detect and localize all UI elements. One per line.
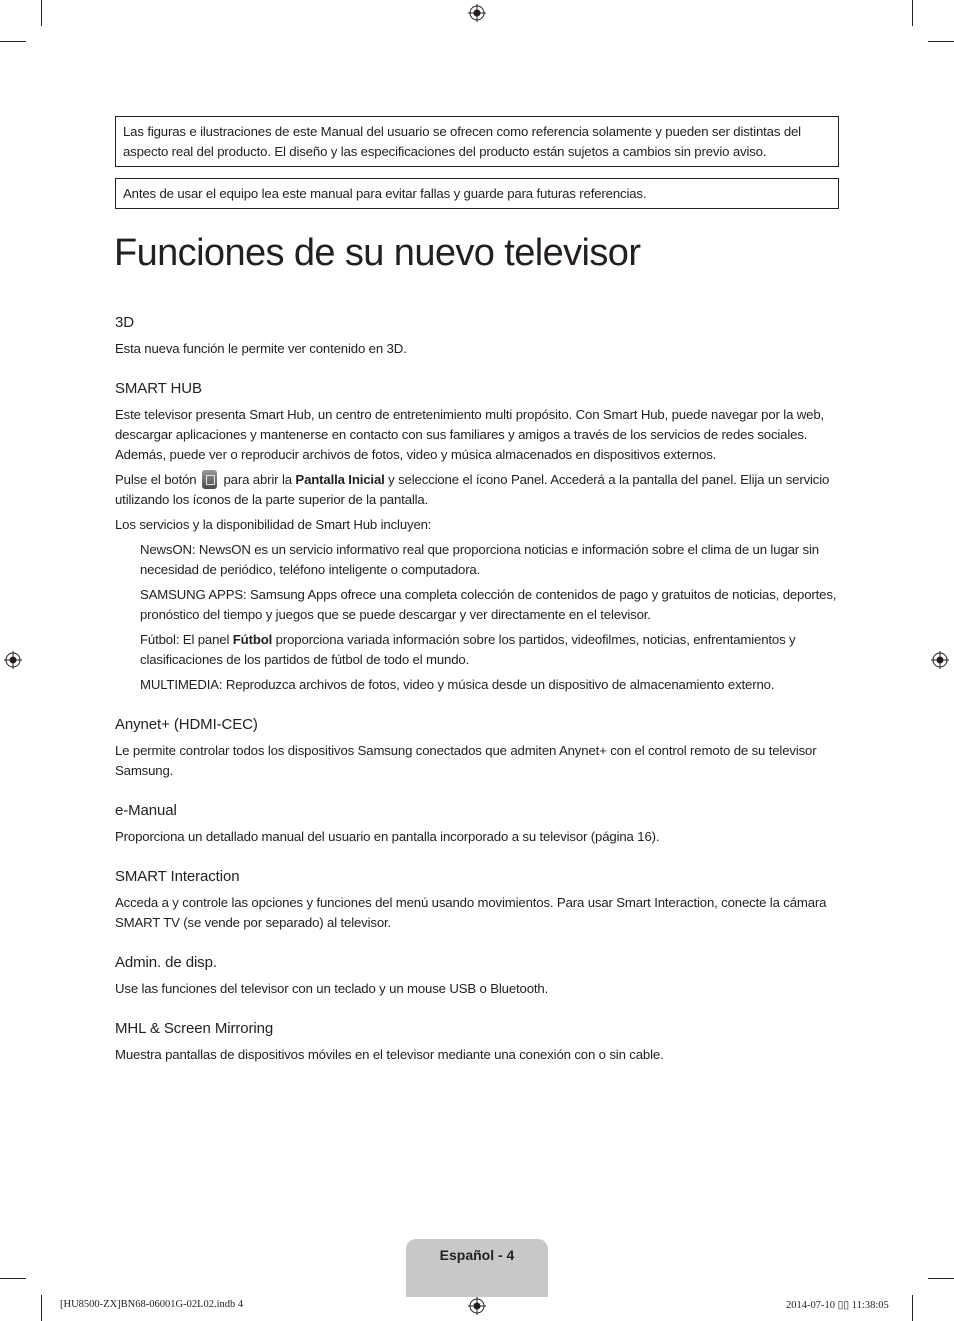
- press-before-text: Pulse el botón: [115, 472, 197, 487]
- section-text: Use las funciones del televisor con un teclado y un mouse USB o Bluetooth.: [115, 981, 549, 996]
- crop-mark: [0, 1278, 26, 1279]
- smart-hub-button-icon: [202, 470, 217, 489]
- page-title: Funciones de su nuevo televisor: [114, 232, 641, 274]
- service-description: Reproduzca archivos de fotos, video y música desde un dispositivo de almacenamiento externo.: [222, 677, 775, 692]
- section-smart-interaction: [115, 866, 837, 933]
- section-e-manual: [115, 800, 837, 847]
- crop-mark: [41, 0, 42, 26]
- features-content: [115, 312, 837, 1084]
- registration-mark-icon: [931, 651, 949, 669]
- section-anynet: [115, 714, 837, 781]
- section-smart-hub: [115, 378, 837, 695]
- service-item-newson: [140, 540, 837, 580]
- crop-mark: [41, 1295, 42, 1321]
- services-intro: Los servicios y la disponibilidad de Smart Hub incluyen:: [115, 517, 432, 532]
- service-item-multimedia: [140, 675, 837, 695]
- section-heading: 3D: [115, 314, 134, 331]
- crop-mark: [0, 41, 26, 42]
- section-heading: MHL & Screen Mirroring: [115, 1020, 274, 1037]
- crop-mark: [912, 0, 913, 26]
- service-label: MULTIMEDIA:: [140, 677, 223, 692]
- file-slug-right: 2014-07-10 ▯▯ 11:38:05: [786, 1300, 889, 1311]
- registration-mark-icon: [4, 651, 22, 669]
- service-bold-name: NewsON: [198, 542, 251, 557]
- page-number-label: Español - 4: [439, 1247, 515, 1263]
- section-text: Le permite controlar todos los dispositivos Samsung conectados que admiten Anynet+ con el control remoto de su televisor Samsung.: [115, 743, 817, 778]
- section-heading: Anynet+ (HDMI-CEC): [115, 716, 258, 733]
- section-text: Acceda a y controle las opciones y funciones del menú usando movimientos. Para usar Smart Interaction, conecte la cámara SMART TV (se vende por separado) al televisor.: [115, 895, 827, 930]
- section-3d: [115, 312, 837, 359]
- press-after-text: y seleccione el ícono Panel. Accederá a la pantalla del panel. Elija un servicio utilizando los íconos de la parte superior de la pantalla.: [115, 472, 830, 507]
- service-bold-name: Fútbol: [232, 632, 273, 647]
- smart-hub-intro: Este televisor presenta Smart Hub, un centro de entretenimiento multi propósito. Con Smart Hub, puede navegar por la web, descargar aplicaciones y mantenerse en contacto con sus familiares y amigos a través de los servicios de redes sociales. Además, puede ver o reproducir archivos de fotos, video y música almacenados en dispositivos externos.: [115, 407, 825, 462]
- service-item-samsung-apps: [140, 585, 837, 625]
- service-description: Samsung Apps ofrece una completa colección de contenidos de pago y gratuitos de noticias, deportes, pronóstico del tiempo y juegos que se puede descargar y ver directamente en el televisor.: [140, 587, 837, 622]
- section-text: Esta nueva función le permite ver contenido en 3D.: [115, 341, 407, 356]
- section-heading: SMART HUB: [115, 380, 202, 397]
- service-description: proporciona variada información sobre los partidos, videofilmes, noticias, enfrentamientos y clasificaciones de los partidos de fútbol de todo el mundo.: [140, 632, 796, 667]
- section-heading: Admin. de disp.: [115, 954, 217, 971]
- read-manual-box: [115, 178, 839, 209]
- disclaimer-text: Las figuras e ilustraciones de este Manual del usuario se ofrecen como referencia solamente y pueden ser distintas del aspecto real del producto. El diseño y las especificaciones del producto están sujetos a cambios sin previo aviso.: [123, 124, 801, 159]
- section-text: Proporciona un detallado manual del usuario en pantalla incorporado a su televisor (página 16).: [115, 829, 660, 844]
- registration-mark-icon: [468, 1297, 486, 1315]
- section-mhl: [115, 1018, 837, 1065]
- read-manual-text: Antes de usar el equipo lea este manual para evitar fallas y guarde para futuras referencias.: [123, 186, 647, 201]
- service-description: es un servicio informativo real que proporciona noticias e información sobre el clima de un lugar sin necesidad de periódico, teléfono inteligente o computadora.: [140, 542, 819, 577]
- service-label: Fútbol: [140, 632, 176, 647]
- crop-mark: [912, 1295, 913, 1321]
- smart-hub-instructions: [115, 470, 837, 510]
- separator-text: :: [191, 542, 199, 557]
- crop-mark: [928, 1278, 954, 1279]
- section-heading: e-Manual: [115, 802, 177, 819]
- press-middle-text: para abrir la: [223, 472, 292, 487]
- section-admin-disp: [115, 952, 837, 999]
- service-label: NewsON: [140, 542, 192, 557]
- service-item-futbol: [140, 630, 837, 670]
- page-number-tab: [406, 1239, 548, 1297]
- separator-text: : El panel: [175, 632, 233, 647]
- crop-mark: [928, 41, 954, 42]
- disclaimer-box: [115, 116, 839, 167]
- file-slug-left: [HU8500-ZX]BN68-06001G-02L02.indb 4: [60, 1299, 244, 1310]
- section-text: Muestra pantallas de dispositivos móviles en el televisor mediante una conexión con o sin cable.: [115, 1047, 664, 1062]
- pantalla-inicial-label: Pantalla Inicial: [295, 472, 385, 487]
- registration-mark-icon: [468, 4, 486, 22]
- section-heading: SMART Interaction: [115, 868, 240, 885]
- service-label: SAMSUNG APPS:: [140, 587, 247, 602]
